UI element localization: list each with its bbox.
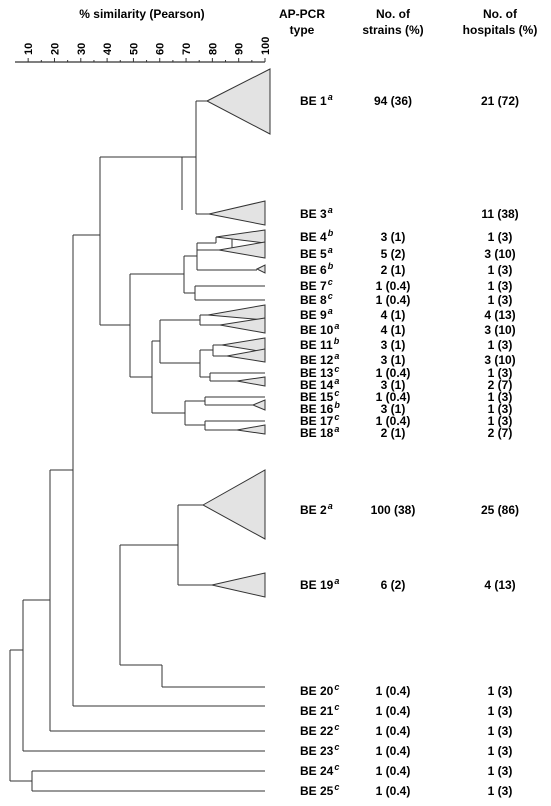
axis-tick-label: 50 bbox=[128, 42, 141, 55]
type-superscript: c bbox=[327, 291, 333, 301]
strain-count: 1 (0.4) bbox=[375, 784, 411, 798]
cluster-triangle bbox=[212, 573, 265, 597]
type-superscript: b bbox=[334, 400, 340, 410]
hospital-count: 1 (3) bbox=[487, 414, 513, 428]
type-label: BE 25 bbox=[300, 784, 334, 798]
strain-count: 1 (0.4) bbox=[375, 724, 411, 738]
type-superscript: c bbox=[334, 412, 340, 422]
type-label: BE 8 bbox=[300, 293, 327, 307]
hospital-count: 2 (7) bbox=[487, 426, 513, 440]
type-label: BE 5 bbox=[300, 247, 327, 261]
strain-count: 3 (1) bbox=[380, 378, 406, 392]
type-label: BE 7 bbox=[300, 279, 327, 293]
type-superscript: a bbox=[327, 92, 333, 102]
type-superscript: c bbox=[334, 702, 340, 712]
axis-tick-label: 90 bbox=[233, 42, 246, 55]
type-row bbox=[300, 702, 512, 718]
axis-tick-label: 10 bbox=[23, 42, 36, 55]
hospital-count: 1 (3) bbox=[487, 293, 513, 307]
type-superscript: c bbox=[334, 722, 340, 732]
type-row bbox=[300, 245, 516, 261]
strains-header-line2: strains (%) bbox=[362, 23, 424, 37]
type-superscript: a bbox=[327, 306, 333, 316]
hospital-count: 1 (3) bbox=[487, 704, 513, 718]
type-label: BE 9 bbox=[300, 308, 327, 322]
type-label: BE 16 bbox=[300, 402, 334, 416]
hospital-count: 1 (3) bbox=[487, 279, 513, 293]
type-superscript: c bbox=[334, 682, 340, 692]
axis-tick-label: 100 bbox=[260, 36, 272, 55]
type-label: BE 12 bbox=[300, 353, 334, 367]
strain-count: 2 (1) bbox=[380, 426, 406, 440]
hospital-count: 21 (72) bbox=[480, 94, 520, 108]
type-label: BE 6 bbox=[300, 263, 327, 277]
type-row bbox=[300, 205, 519, 221]
type-superscript: c bbox=[334, 782, 340, 792]
dendrogram-tree bbox=[10, 101, 265, 791]
type-row bbox=[300, 782, 512, 798]
type-superscript: a bbox=[334, 351, 340, 361]
hospitals-header-line1: No. of bbox=[483, 7, 517, 21]
strain-count: 3 (1) bbox=[380, 402, 406, 416]
hospital-count: 1 (3) bbox=[487, 263, 513, 277]
type-row bbox=[300, 321, 516, 337]
cluster-triangle bbox=[253, 400, 265, 410]
hospital-count: 4 (13) bbox=[484, 578, 516, 592]
cluster-triangle bbox=[208, 305, 265, 320]
strain-count: 1 (0.4) bbox=[375, 744, 411, 758]
type-row bbox=[300, 351, 516, 367]
strain-count: 4 (1) bbox=[380, 308, 406, 322]
strain-count: 1 (0.4) bbox=[375, 764, 411, 778]
type-row bbox=[300, 762, 512, 778]
type-label: BE 15 bbox=[300, 390, 334, 404]
hospital-count: 1 (3) bbox=[487, 230, 513, 244]
type-superscript: b bbox=[333, 336, 340, 346]
type-row bbox=[300, 92, 519, 108]
axis-tick-label: 20 bbox=[49, 42, 62, 55]
type-label: BE 21 bbox=[300, 704, 334, 718]
type-superscript: a bbox=[334, 376, 340, 386]
type-superscript: a bbox=[334, 576, 340, 586]
cluster-triangle bbox=[219, 242, 265, 258]
strain-count: 94 (36) bbox=[373, 94, 413, 108]
type-superscript: a bbox=[334, 321, 340, 331]
type-superscript: a bbox=[327, 205, 333, 215]
type-superscript: a bbox=[334, 424, 340, 434]
type-label: BE 20 bbox=[300, 684, 334, 698]
cluster-triangle bbox=[257, 265, 265, 273]
hospital-count: 1 (3) bbox=[487, 390, 513, 404]
type-superscript: b bbox=[327, 228, 334, 238]
type-row bbox=[300, 682, 512, 698]
hospital-count: 1 (3) bbox=[487, 744, 513, 758]
type-superscript: a bbox=[327, 245, 333, 255]
strain-count: 4 (1) bbox=[380, 323, 406, 337]
type-label: BE 19 bbox=[300, 578, 334, 592]
hospital-count: 1 (3) bbox=[487, 366, 513, 380]
cluster-triangle bbox=[237, 377, 265, 386]
type-superscript: c bbox=[334, 364, 340, 374]
type-row bbox=[300, 261, 512, 277]
type-superscript: c bbox=[327, 277, 333, 287]
strain-count: 3 (1) bbox=[380, 230, 406, 244]
strain-count: 5 (2) bbox=[380, 247, 406, 261]
cluster-triangle bbox=[209, 201, 265, 225]
type-label: BE 18 bbox=[300, 426, 334, 440]
type-label: BE 3 bbox=[300, 207, 327, 221]
type-superscript: c bbox=[334, 388, 340, 398]
hospital-count: 4 (13) bbox=[484, 308, 516, 322]
axis-tick-label: 60 bbox=[154, 42, 167, 55]
hospital-count: 1 (3) bbox=[487, 724, 513, 738]
strain-count: 3 (1) bbox=[380, 338, 406, 352]
type-label: BE 13 bbox=[300, 366, 334, 380]
type-superscript: c bbox=[334, 742, 340, 752]
cluster-triangle bbox=[207, 69, 270, 134]
strain-count: 6 (2) bbox=[380, 578, 406, 592]
hospital-count: 11 (38) bbox=[481, 207, 519, 221]
type-label: BE 22 bbox=[300, 724, 334, 738]
strain-count: 1 (0.4) bbox=[375, 366, 411, 380]
type-header-line1: AP-PCR bbox=[278, 7, 326, 21]
strain-count: 1 (0.4) bbox=[375, 414, 411, 428]
hospitals-header-line2: hospitals (%) bbox=[462, 23, 538, 37]
hospital-count: 3 (10) bbox=[484, 247, 516, 261]
type-row bbox=[300, 228, 512, 244]
type-rows bbox=[300, 92, 519, 798]
type-label: BE 23 bbox=[300, 744, 334, 758]
hospital-count: 1 (3) bbox=[487, 338, 513, 352]
hospital-count: 25 (86) bbox=[480, 503, 520, 517]
strain-count: 1 (0.4) bbox=[375, 704, 411, 718]
type-label: BE 11 bbox=[300, 338, 333, 352]
type-superscript: b bbox=[327, 261, 334, 271]
type-label: BE 4 bbox=[300, 230, 327, 244]
strain-count: 1 (0.4) bbox=[375, 390, 411, 404]
strain-count: 2 (1) bbox=[380, 263, 406, 277]
type-header-line2: type bbox=[289, 23, 315, 37]
type-row bbox=[300, 576, 516, 592]
type-superscript: a bbox=[327, 501, 333, 511]
type-row bbox=[300, 306, 516, 322]
cluster-triangle bbox=[227, 349, 265, 362]
hospital-count: 1 (3) bbox=[487, 402, 513, 416]
strain-count: 3 (1) bbox=[380, 353, 406, 367]
type-label: BE 1 bbox=[300, 94, 327, 108]
cluster-triangle bbox=[203, 470, 265, 539]
strain-count: 1 (0.4) bbox=[375, 279, 411, 293]
strain-count: 1 (0.4) bbox=[375, 293, 411, 307]
strains-header-line1: No. of bbox=[376, 7, 410, 21]
cluster-triangle bbox=[237, 425, 265, 434]
type-label: BE 14 bbox=[300, 378, 334, 392]
type-row bbox=[300, 501, 519, 517]
axis-tick-label: 80 bbox=[207, 42, 220, 55]
axis-title: % similarity (Pearson) bbox=[79, 7, 205, 21]
type-row bbox=[300, 722, 512, 738]
type-row bbox=[300, 291, 512, 307]
cluster-triangle bbox=[216, 230, 265, 243]
hospital-count: 1 (3) bbox=[487, 684, 513, 698]
type-superscript: c bbox=[334, 762, 340, 772]
type-row bbox=[300, 336, 512, 352]
hospital-count: 3 (10) bbox=[484, 353, 516, 367]
strain-count: 100 (38) bbox=[370, 503, 416, 517]
similarity-axis bbox=[15, 37, 272, 62]
type-row bbox=[300, 742, 512, 758]
axis-tick-label: 40 bbox=[102, 42, 115, 55]
cluster-triangle bbox=[220, 318, 265, 333]
axis-tick-label: 30 bbox=[75, 42, 88, 55]
strain-count: 1 (0.4) bbox=[375, 684, 411, 698]
type-label: BE 10 bbox=[300, 323, 334, 337]
hospital-count: 2 (7) bbox=[487, 378, 513, 392]
hospital-count: 1 (3) bbox=[487, 784, 513, 798]
cluster-triangles bbox=[203, 69, 270, 597]
type-label: BE 2 bbox=[300, 503, 327, 517]
type-label: BE 24 bbox=[300, 764, 334, 778]
hospital-count: 3 (10) bbox=[484, 323, 516, 337]
axis-tick-label: 70 bbox=[181, 42, 194, 55]
type-label: BE 17 bbox=[300, 414, 334, 428]
hospital-count: 1 (3) bbox=[487, 764, 513, 778]
